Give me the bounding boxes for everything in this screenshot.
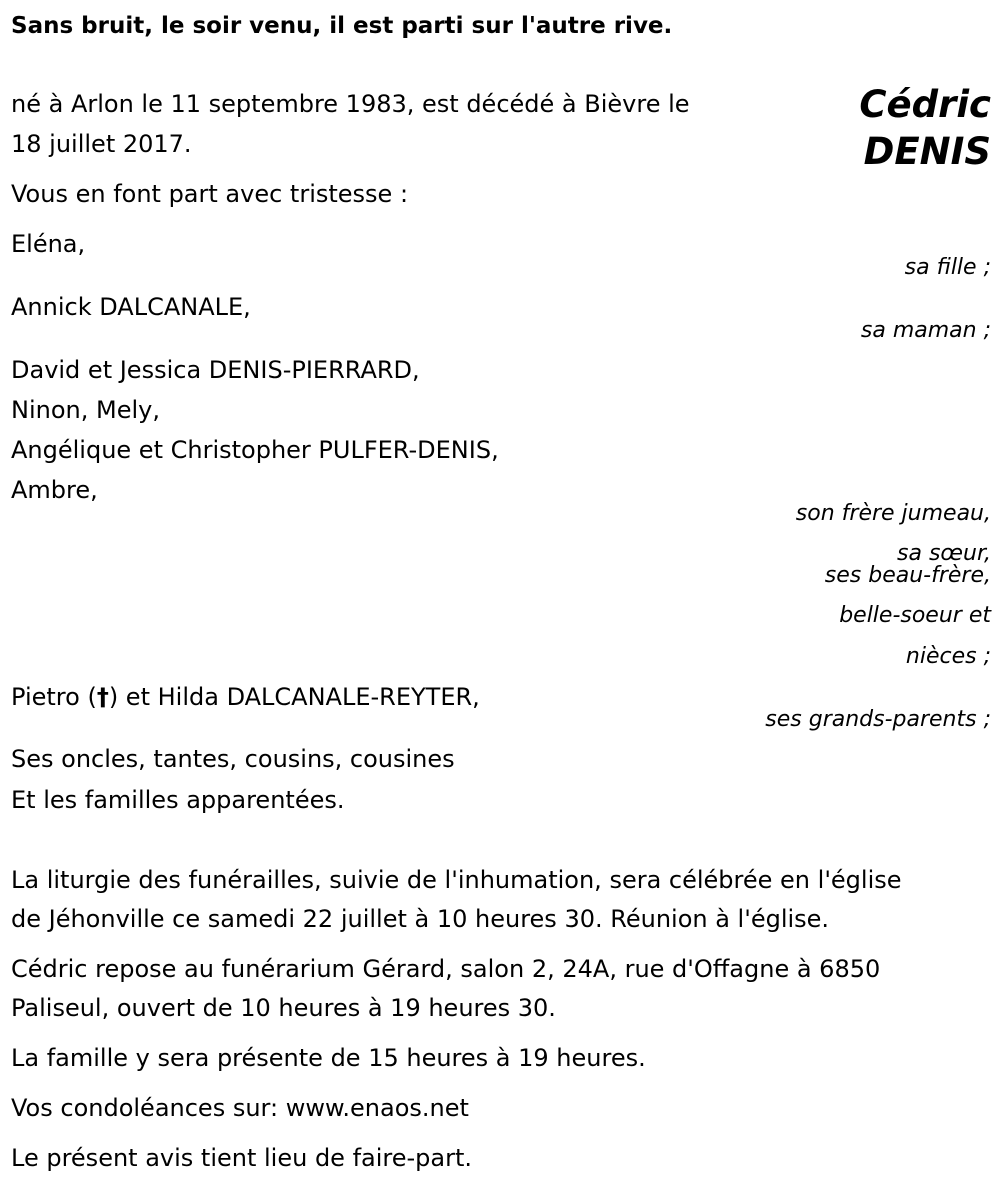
grandparents-name-start: Pietro ( <box>11 683 97 711</box>
grandparents-name-end: ) et Hilda DALCANALE-REYTER, <box>108 683 480 711</box>
family-elena-role: sa fille ; <box>904 255 991 280</box>
others-line-1: Ses oncles, tantes, cousins, cousines <box>11 745 455 773</box>
siblings-role-4: belle-soeur et <box>839 603 991 628</box>
deceased-last-name: DENIS <box>863 130 991 173</box>
siblings-line-3: Angélique et Christopher PULFER-DENIS, <box>11 436 499 464</box>
deceased-first-name: Cédric <box>859 83 991 126</box>
siblings-role-2: sa sœur, <box>897 541 991 566</box>
cross-icon: † <box>96 683 109 711</box>
funeral-line-1: La liturgie des funérailles, suivie de l'inhumation, sera célébrée en l'église <box>11 866 902 894</box>
siblings-role-1: son frère jumeau, <box>795 501 991 526</box>
family-annick-role: sa maman ; <box>860 318 991 343</box>
birth-death-line-2: 18 juillet 2017. <box>11 130 192 158</box>
notice-text: Le présent avis tient lieu de faire-part. <box>11 1144 473 1172</box>
siblings-line-1: David et Jessica DENIS-PIERRARD, <box>11 356 420 384</box>
family-annick: Annick DALCANALE, <box>11 293 251 321</box>
funerarium-line-2: Paliseul, ouvert de 10 heures à 19 heures 30. <box>11 994 556 1022</box>
siblings-line-4: Ambre, <box>11 476 98 504</box>
siblings-role-5: nièces ; <box>905 644 991 669</box>
siblings-role-3: ses beau-frère, <box>824 563 991 588</box>
heading: Sans bruit, le soir venu, il est parti sur l'autre rive. <box>11 13 673 39</box>
family-grandparents-role: ses grands-parents ; <box>765 707 991 732</box>
birth-death-line-1: né à Arlon le 11 septembre 1983, est décédé à Bièvre le <box>11 90 690 118</box>
family-grandparents <box>11 677 480 717</box>
presence-text: La famille y sera présente de 15 heures à 19 heures. <box>11 1044 646 1072</box>
funeral-line-2: de Jéhonville ce samedi 22 juillet à 10 heures 30. Réunion à l'église. <box>11 905 830 933</box>
siblings-line-2: Ninon, Mely, <box>11 396 160 424</box>
announce-text: Vous en font part avec tristesse : <box>11 180 409 208</box>
family-elena: Eléna, <box>11 230 86 258</box>
funerarium-line-1: Cédric repose au funérarium Gérard, salon 2, 24A, rue d'Offagne à 6850 <box>11 955 881 983</box>
condolences-text: Vos condoléances sur: www.enaos.net <box>11 1094 469 1122</box>
others-line-2: Et les familles apparentées. <box>11 786 345 814</box>
